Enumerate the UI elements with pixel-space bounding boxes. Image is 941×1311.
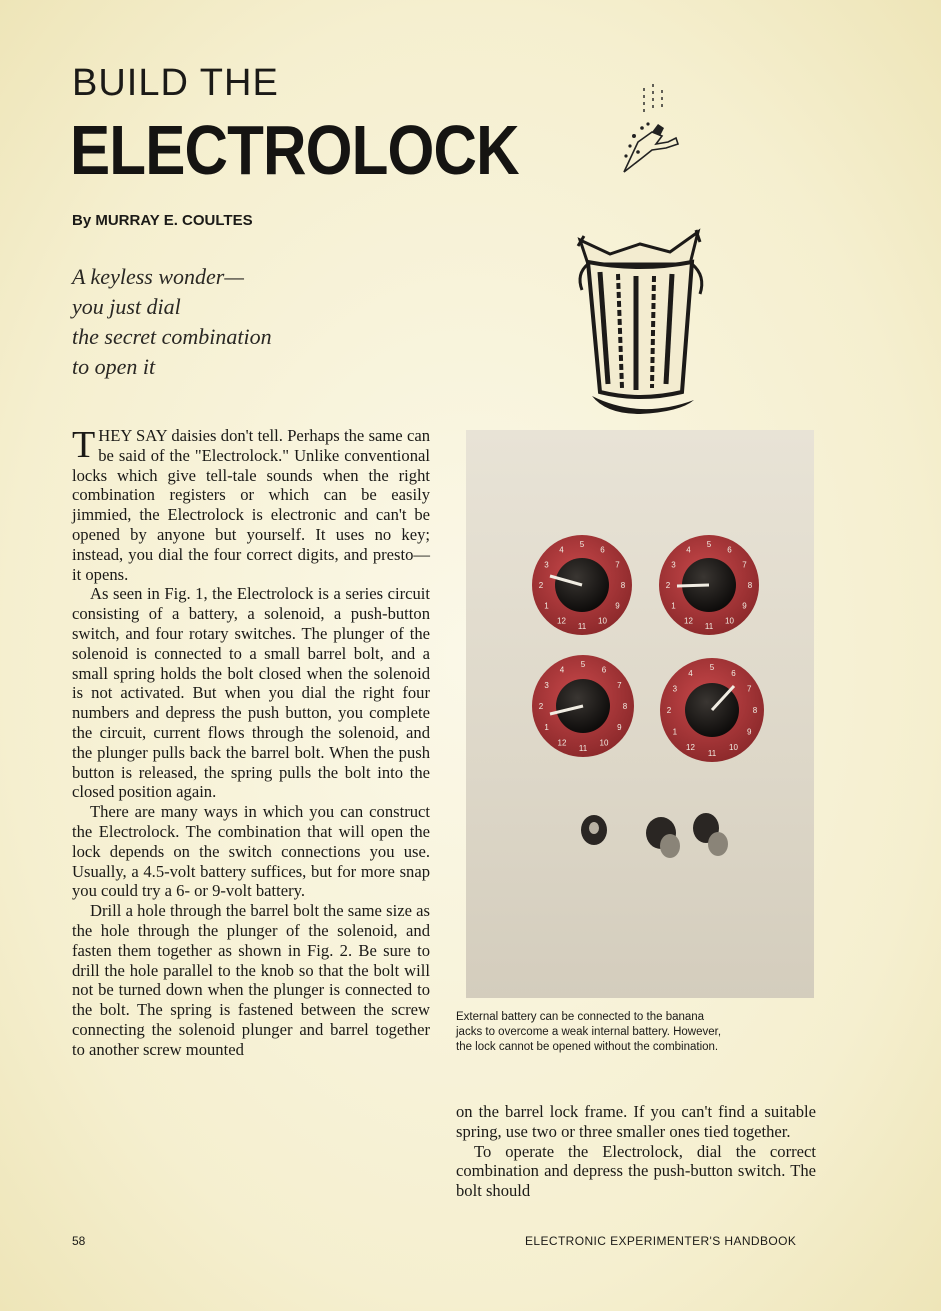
article-paragraph: Drill a hole through the barrel bolt the same size as the hole through the plunger of the solenoid, and fasten them together as shown in Fig. 2. Be sure to drill the hole parallel to the knob so that the bolt will not be turned down when the plunger is connected to the bolt. The spring is fastened between the screw connecting the solenoid plunger and barrel together to another screw mounted [72,901,430,1059]
dial-number: 8 [752,706,758,715]
dial-number: 7 [615,560,620,570]
dial-number: 6 [727,545,732,555]
deck-subtitle [72,262,352,382]
deck-line: the secret combination [72,324,272,349]
dial-number: 10 [598,616,607,626]
page-number: 58 [72,1234,86,1248]
deck-line: A keyless wonder— [72,264,244,289]
dial-number: 1 [671,601,676,611]
running-footer: ELECTRONIC EXPERIMENTER'S HANDBOOK [525,1234,797,1248]
page-title: ELECTROLOCK [70,111,519,189]
dial-number: 10 [599,738,609,748]
article-paragraph: To operate the Electrolock, dial the correct combination and depress the push-button switch. The bolt should [456,1141,816,1201]
dial-number: 9 [617,723,622,732]
dial-number: 2 [538,581,544,590]
dial-4 [660,658,764,762]
dial-number: 7 [746,684,752,694]
dial-number: 10 [725,616,734,626]
caption-line: the lock cannot be opened without the combination. [456,1041,719,1053]
dial-number: 7 [742,560,747,570]
lock-photo [466,430,814,998]
byline: By MURRAY E. COULTES [72,212,253,229]
dial-number: 4 [559,545,564,555]
dial-number: 9 [615,601,620,611]
article-paragraph: As seen in Fig. 1, the Electrolock is a series circuit consisting of a battery, a solenoid, a push-button switch, and four rotary switches. The plunger of the solenoid is connected to a small barrel bolt, and a small spring holds the bolt closed when the solenoid is not activated. But when you dial the right four numbers and depress the push button, you complete the circuit, current flows through the solenoid, and the plunger pulls back the barrel bolt. When the push button is released, the spring pulls the bolt into the closed position again. [72,584,430,802]
article-paragraph [72,426,430,584]
dial-number: 2 [665,581,671,590]
lock-panel [466,430,814,998]
article-column-left [72,426,430,1060]
dial-number: 4 [559,665,565,675]
dial-number: 8 [620,581,626,590]
dial-1 [532,535,632,635]
dial-number: 5 [580,660,586,669]
dial-number: 11 [704,622,714,631]
dial-number: 3 [544,681,549,690]
deck-line: you just dial [72,294,181,319]
dial-2 [659,535,759,635]
banana-jack-right [693,813,728,856]
dial-number: 11 [577,622,587,631]
caption-line: jacks to overcome a weak internal battery. However, [456,1026,722,1038]
dial-number: 1 [544,723,549,732]
dial-number: 8 [622,702,628,711]
dial-number: 3 [671,560,676,570]
dial-number: 4 [688,668,693,678]
drop-cap: T [72,424,96,466]
dial-number: 5 [709,663,715,672]
dial-number: 6 [600,545,605,555]
paragraph-text: HEY SAY daisies don't tell. Perhaps the same can be said of the "Electrolock." Unlike conventional locks which give tell-tale sounds when the right combination registers or which can be easily jimmied, the Electrolock is electronic and can't be opened by anyone but yourself. It uses no key; instead, you dial the four correct digits, and presto—it opens. [72,426,430,584]
dial-number: 10 [729,743,738,753]
dial-number: 8 [747,581,753,590]
dial-number: 11 [578,744,588,753]
dial-3 [532,655,634,757]
banana-jack-left [581,815,607,845]
dial-number: 5 [579,540,585,549]
dial-number: 5 [706,540,712,549]
dial-number: 11 [707,749,717,758]
dial-number: 9 [742,601,747,611]
dial-number: 6 [731,668,736,678]
article-paragraph: There are many ways in which you can construct the Electrolock. The combination that will open the lock depends on the switch connections you use. Usually, a 4.5-volt battery suffices, but for more snap you could try a 6- or 9-volt battery. [72,802,430,901]
dial-number: 9 [746,727,752,737]
dial-number: 12 [684,616,693,626]
dial-number: 3 [672,684,678,694]
deck-line: to open it [72,354,156,379]
dial-number: 12 [557,738,567,748]
article-paragraph: on the barrel lock frame. If you can't find a suitable spring, use two or three smaller ones tied together. [456,1102,816,1141]
falling-key-illustration [612,84,688,182]
article-column-right [456,1102,816,1201]
title-kicker: BUILD THE [72,62,279,104]
dial-number: 2 [538,702,544,711]
photo-caption [456,1010,822,1055]
dial-number: 1 [672,727,678,737]
push-button [646,817,680,858]
dial-number: 3 [544,560,549,570]
caption-line: External battery can be connected to the banana [456,1011,705,1023]
dial-number: 7 [617,681,622,690]
dial-number: 2 [666,706,672,715]
dial-number: 4 [686,545,691,555]
dial-number: 1 [544,601,549,611]
dial-number: 12 [557,616,566,626]
trash-can-illustration [570,224,710,420]
dial-number: 6 [601,665,607,675]
dial-number: 12 [686,743,695,753]
